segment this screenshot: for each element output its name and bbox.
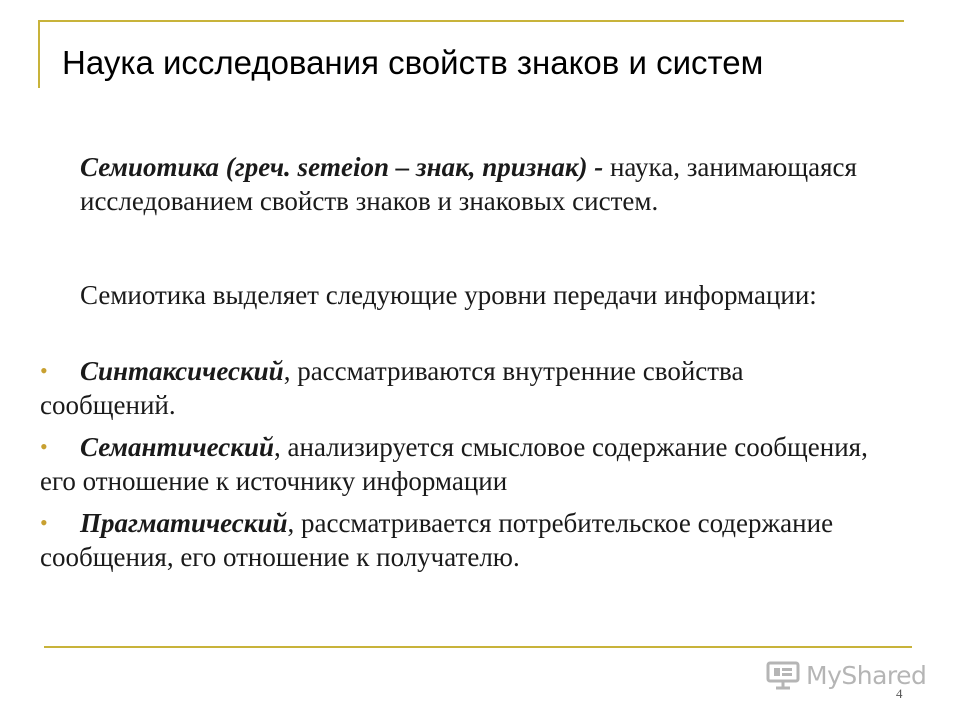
bullet-icon: • <box>40 358 48 383</box>
bullet-item-syntactic <box>40 354 880 422</box>
bullet-text: , рассматривается потребительское содержание сообщения, его отношение к получателю. <box>40 508 834 572</box>
bullet-term: Прагматический <box>80 508 288 538</box>
definition-term: Семиотика (греч. semeion – знак, признак) - <box>80 152 604 182</box>
bottom-frame-line <box>44 646 912 648</box>
bullet-text: , анализируется смысловое содержание сообщения, его отношение к источнику информации <box>40 432 868 496</box>
watermark-text: MyShared <box>806 660 927 690</box>
bullet-icon: • <box>40 510 48 535</box>
definition-text: наука, занимающаяся исследованием свойств знаков и знаковых систем. <box>80 152 857 216</box>
left-frame-line <box>38 20 40 88</box>
bullet-text: , рассматриваются внутренние свойства сообщений. <box>40 356 744 420</box>
bullet-item-semantic <box>40 430 880 498</box>
top-frame-line <box>38 20 904 22</box>
bullet-item-pragmatic <box>40 506 880 574</box>
bullet-icon: • <box>40 434 48 459</box>
slideshow-icon <box>766 660 800 690</box>
bullet-term: Синтаксический <box>80 356 284 386</box>
slide-title: Наука исследования свойств знаков и систем <box>62 44 764 81</box>
bullet-term: Семантический <box>80 432 275 462</box>
definition-paragraph <box>40 150 920 218</box>
page-number: 4 <box>896 686 903 701</box>
intro-paragraph: Семиотика выделяет следующие уровни передачи информации: <box>80 280 817 310</box>
